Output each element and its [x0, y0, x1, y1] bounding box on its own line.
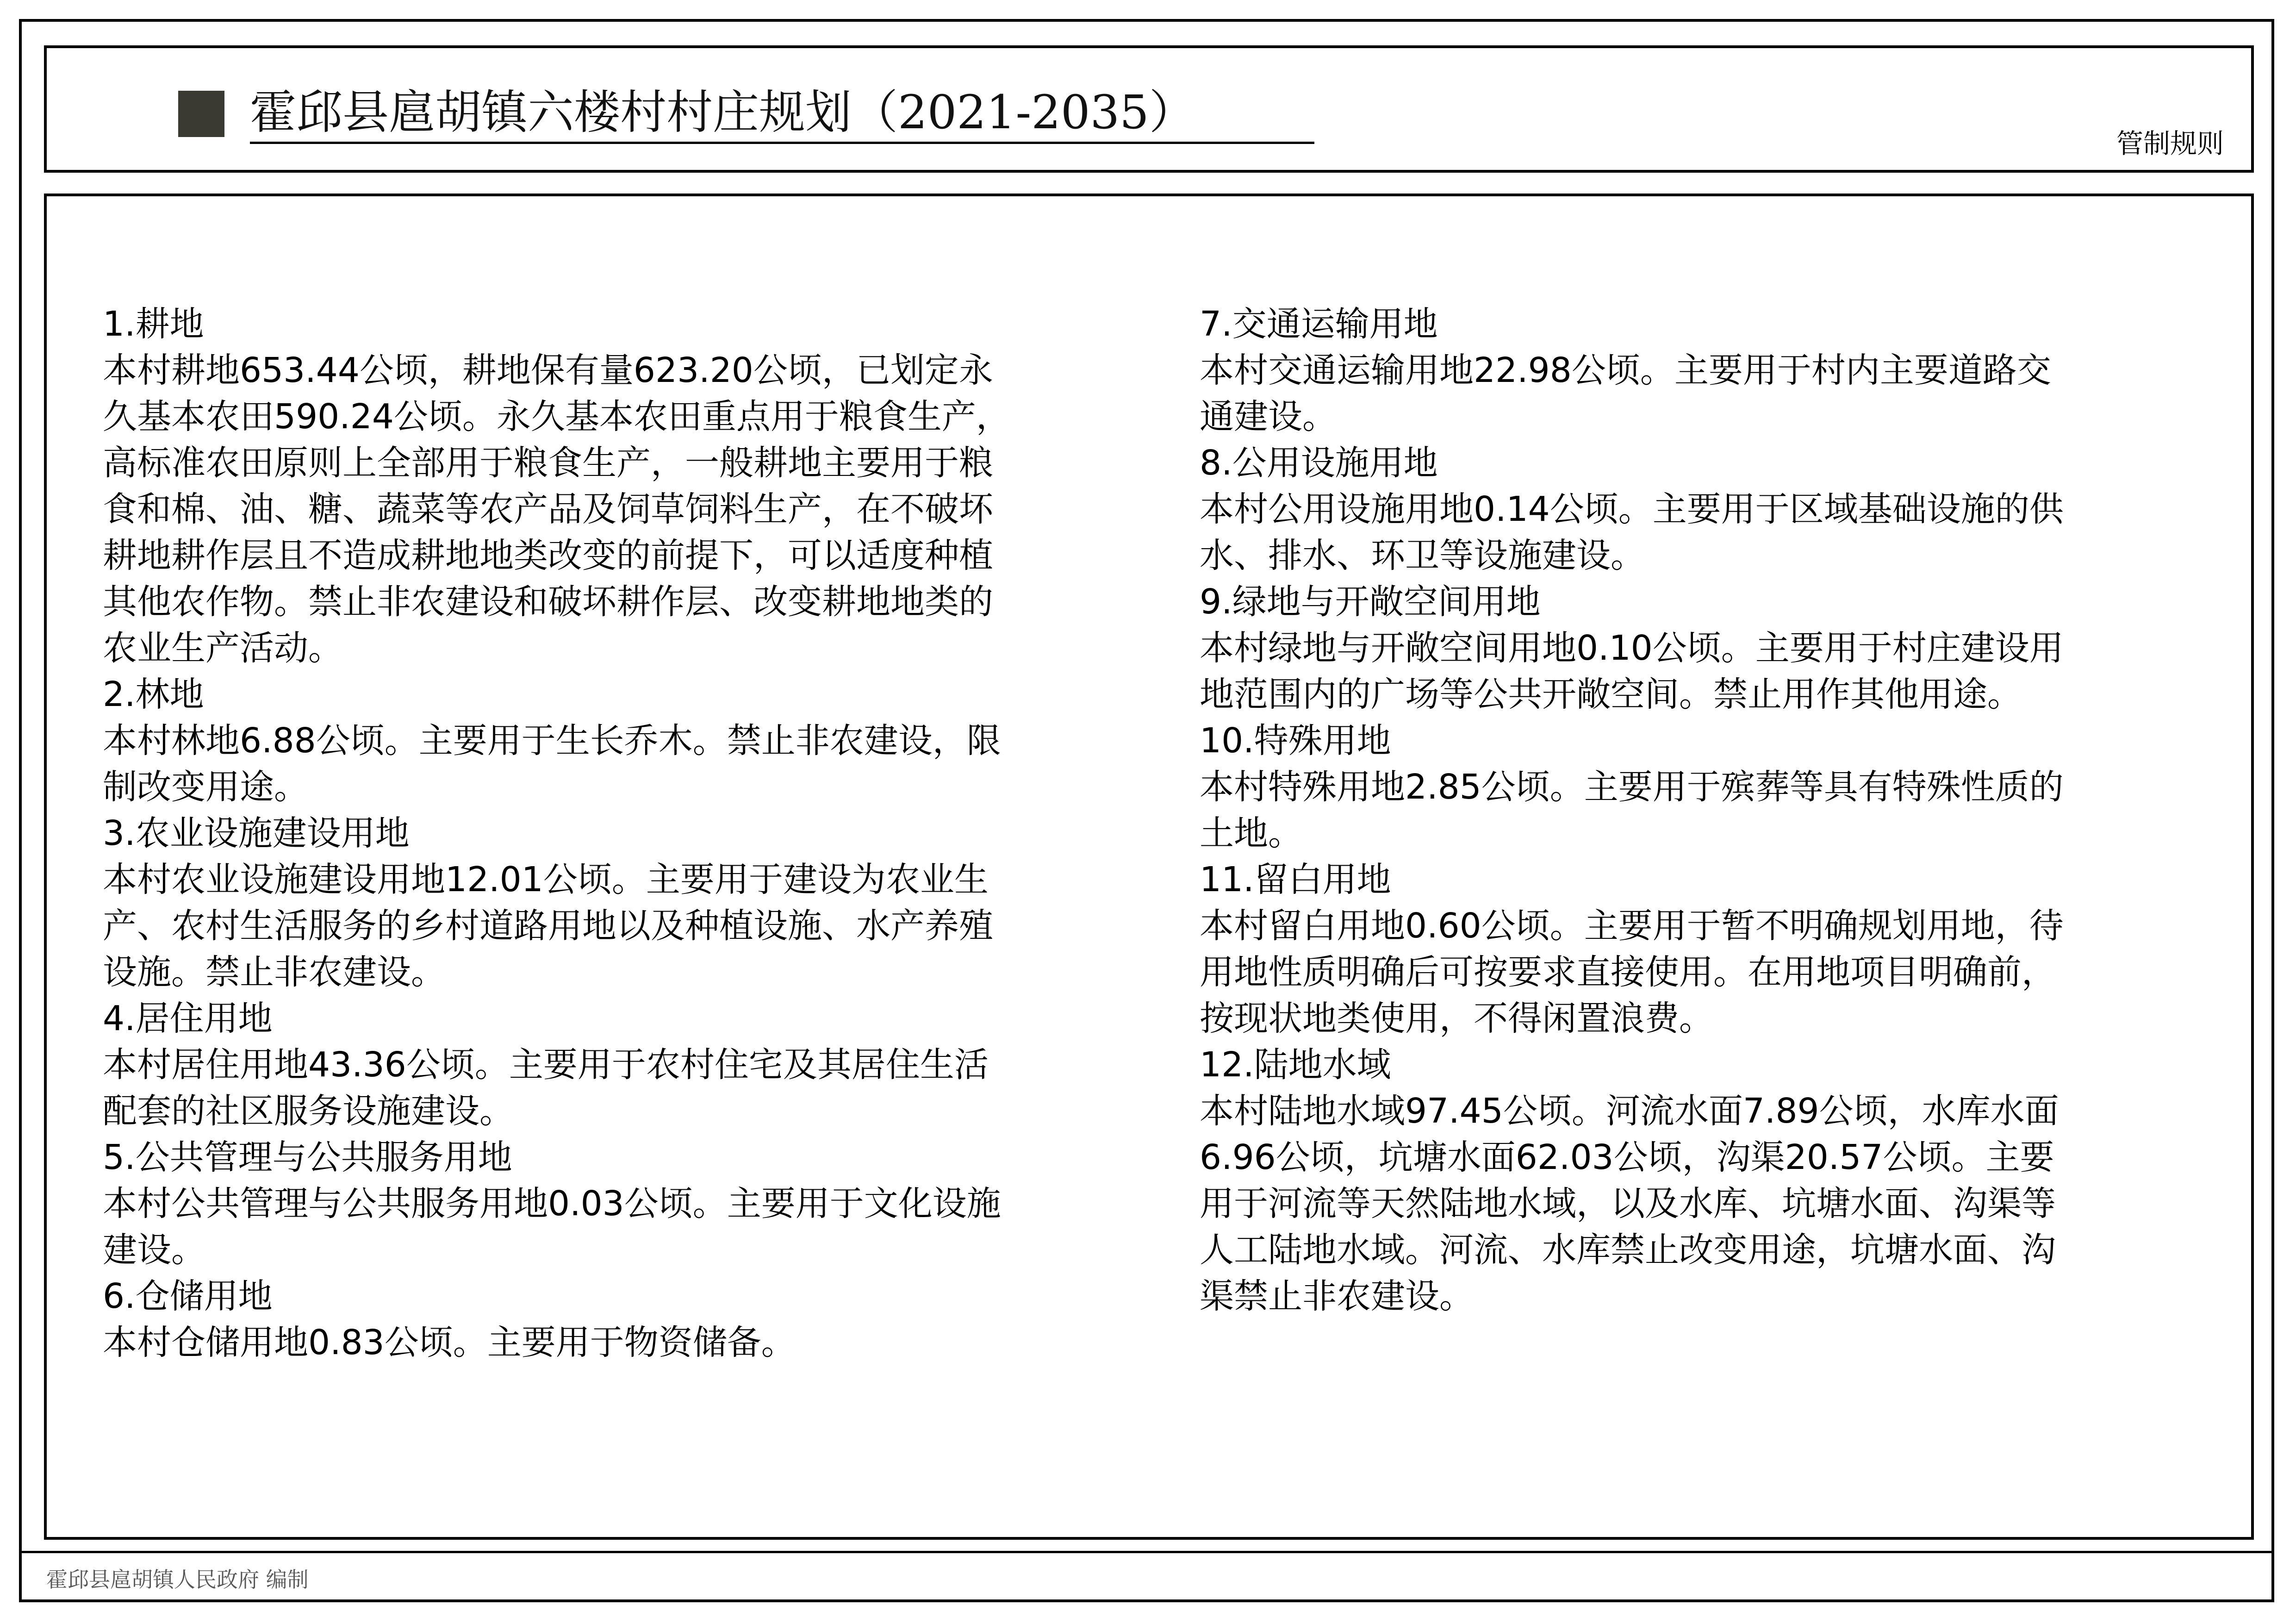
right-column: [1200, 301, 2218, 1319]
footer-credit: 霍邱县扈胡镇人民政府 编制: [46, 1567, 309, 1592]
rule-item: [103, 995, 1149, 1134]
rule-heading: 1.耕地: [103, 304, 204, 344]
rule-heading: 10.特殊用地: [1200, 721, 1391, 761]
rule-item: [1200, 579, 2218, 718]
rule-heading: 5.公共管理与公共服务用地: [103, 1137, 512, 1177]
rule-text: 本村交通运输用地22.98公顷。主要用于村内主要道路交 通建设。: [1200, 350, 2051, 437]
title-marker: [178, 91, 224, 137]
rule-item: [1200, 440, 2218, 579]
rule-text: 本村公用设施用地0.14公顷。主要用于区域基础设施的供 水、排水、环卫等设施建设。: [1200, 489, 2064, 575]
rule-heading: 12.陆地水域: [1200, 1045, 1391, 1085]
rule-heading: 6.仓储用地: [103, 1276, 273, 1316]
page-title: 霍邱县扈胡镇六楼村村庄规划（2021-2035）: [250, 85, 1195, 139]
rule-text: 本村农业设施建设用地12.01公顷。主要用于建设为农业生 产、农村生活服务的乡村道路用地以及种植设施、水产养殖 设施。禁止非农建设。: [103, 860, 993, 992]
rule-item: [103, 1273, 1149, 1366]
rule-text: 本村绿地与开敞空间用地0.10公顷。主要用于村庄建设用 地范围内的广场等公共开敞空间。禁止用作其他用途。: [1200, 628, 2064, 714]
rule-text: 本村公共管理与公共服务用地0.03公顷。主要用于文化设施 建设。: [103, 1184, 1001, 1270]
rule-text: 本村耕地653.44公顷，耕地保有量623.20公顷，已划定永 久基本农田590.24公顷。永久基本农田重点用于粮食生产， 高标准农田原则上全部用于粮食生产，一般耕地主要用于粮 食和棉、油、糖、蔬菜等农产品及饲草饲料生产，在不破坏 耕地耕作层且不造成耕地地类改变的前提下，可以适度种植 其他农作物。禁止非农建设和破坏耕作层、改变耕地地类的 农业生产活动。: [103, 350, 1010, 668]
rule-heading: 7.交通运输用地: [1200, 304, 1438, 344]
rule-heading: 8.公用设施用地: [1200, 443, 1438, 483]
title-underline: [250, 142, 1314, 144]
rule-text: 本村特殊用地2.85公顷。主要用于殡葬等具有特殊性质的 土地。: [1200, 767, 2064, 853]
rule-item: [103, 301, 1149, 671]
rule-heading: 3.农业设施建设用地: [103, 813, 410, 853]
rule-heading: 2.林地: [103, 675, 204, 714]
rule-item: [103, 810, 1149, 995]
rule-text: 本村仓储用地0.83公顷。主要用于物资储备。: [103, 1323, 796, 1362]
rule-item: [103, 1134, 1149, 1273]
rule-text: 本村陆地水域97.45公顷。河流水面7.89公顷，水库水面 6.96公顷，坑塘水面62.03公顷，沟渠20.57公顷。主要 用于河流等天然陆地水域，以及水库、坑塘水面、沟渠等 人工陆地水域。河流、水库禁止改变用途，坑塘水面、沟 渠禁止非农建设。: [1200, 1091, 2059, 1316]
rule-item: [1200, 718, 2218, 856]
rule-text: 本村林地6.88公顷。主要用于生长乔木。禁止非农建设，限 制改变用途。: [103, 721, 1001, 807]
rule-heading: 11.留白用地: [1200, 860, 1391, 899]
footer-divider: [19, 1551, 2274, 1553]
rule-text: 本村居住用地43.36公顷。主要用于农村住宅及其居住生活 配套的社区服务设施建设。: [103, 1045, 989, 1131]
rule-item: [1200, 301, 2218, 440]
rule-heading: 4.居住用地: [103, 999, 273, 1038]
rule-heading: 9.绿地与开敞空间用地: [1200, 582, 1541, 622]
rule-item: [103, 671, 1149, 810]
rule-item: [1200, 1042, 2218, 1319]
left-column: [103, 301, 1149, 1366]
rule-item: [1200, 856, 2218, 1042]
section-label: 管制规则: [2116, 128, 2224, 159]
rule-text: 本村留白用地0.60公顷。主要用于暂不明确规划用地，待 用地性质明确后可按要求直接使用。在用地项目明确前， 按现状地类使用，不得闲置浪费。: [1200, 906, 2064, 1038]
